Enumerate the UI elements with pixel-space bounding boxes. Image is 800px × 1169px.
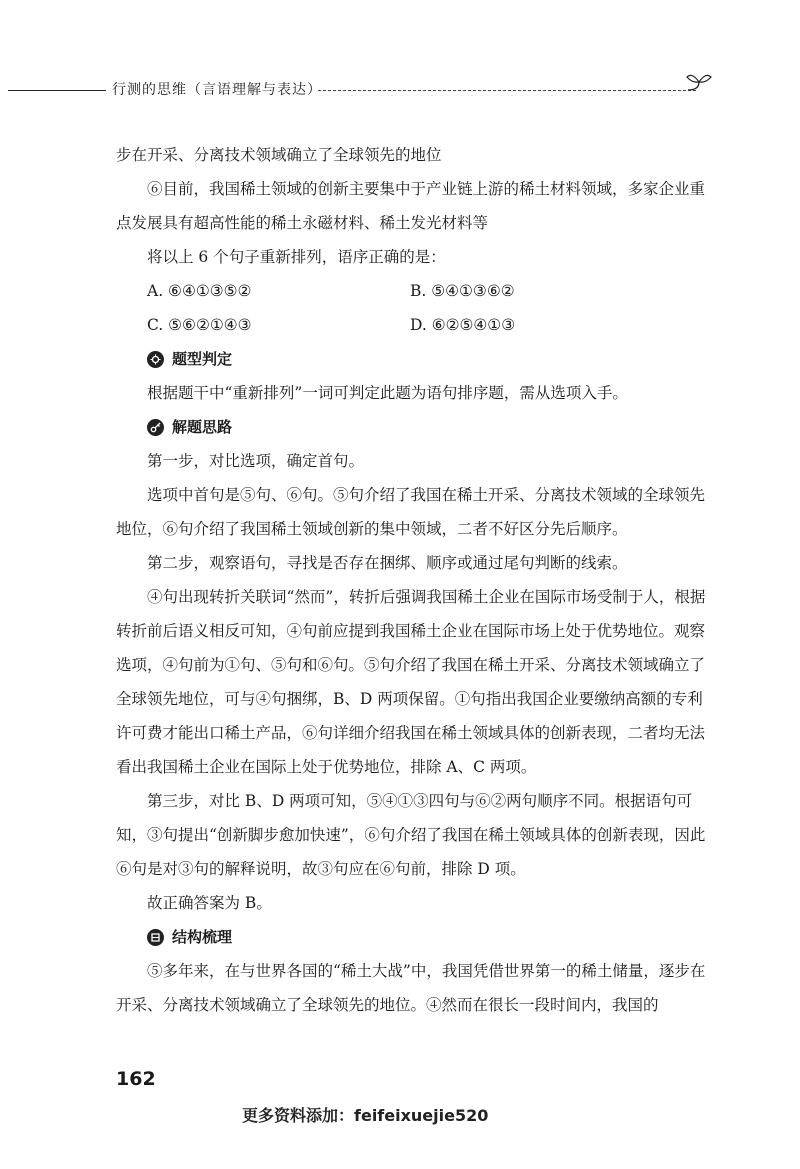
section-heading-structure [116, 920, 712, 954]
structure-text: ⑤多年来，在与世界各国的“稀土大战”中，我国凭借世界第一的稀土储量，逐步在开采、分离技术领域确立了全球领先的地位。④然而在很长一段时间内，我国的 [116, 962, 706, 1014]
structure-icon [147, 929, 164, 946]
section-title-structure: 结构梳理 [172, 928, 233, 946]
paragraph-continuation: 步在开采、分离技术领域确立了全球领先的地位 [116, 146, 442, 164]
sprout-icon [684, 68, 714, 98]
solution-paragraph: 第三步，对比 B、D 两项可知，⑤④①③四句与⑥②两句顺序不同。根据语句可知，③句提出“创新脚步愈加快速”，⑥句介绍了我国在稀土领域具体的创新表现，因此⑥句是对③句的解释说明，故③句应在⑥句前，排除 D 项。 [116, 792, 706, 878]
section-title-solution: 解题思路 [172, 418, 233, 436]
bulb-icon [147, 351, 164, 368]
solution-paragraph: 故正确答案为 B。 [147, 894, 272, 912]
header-rule-left [8, 90, 106, 91]
question-prompt: 将以上 6 个句子重新排列，语序正确的是： [147, 248, 446, 266]
option-b: B. ⑤④①③⑥② [410, 282, 515, 300]
key-icon [147, 419, 164, 436]
page-body [116, 138, 712, 1022]
option-d: D. ⑥②⑤④①③ [410, 316, 516, 334]
section-heading-solution [116, 410, 712, 444]
running-header [0, 68, 800, 108]
answer-options [116, 274, 712, 342]
header-rule-right [318, 90, 696, 91]
solution-paragraph: 第一步，对比选项，确定首句。 [147, 452, 365, 470]
option-c: C. ⑤⑥②①④③ [147, 316, 252, 334]
section-heading-type [116, 342, 712, 376]
watermark: 更多资料添加：feifeixuejie520 [242, 1106, 489, 1125]
option-a: A. ⑥④①③⑤② [147, 282, 252, 300]
page-number: 162 [116, 1068, 156, 1090]
sentence-6: ⑥目前，我国稀土领域的创新主要集中于产业链上游的稀土材料领域，多家企业重点发展具有超高性能的稀土永磁材料、稀土发光材料等 [116, 180, 706, 232]
solution-paragraph: 选项中首句是⑤句、⑥句。⑤句介绍了我国在稀土开采、分离技术领域的全球领先地位，⑥句介绍了我国稀土领域创新的集中领域，二者不好区分先后顺序。 [116, 486, 706, 538]
section-type-text: 根据题干中“重新排列”一词可判定此题为语句排序题，需从选项入手。 [147, 384, 628, 402]
section-title-type: 题型判定 [172, 350, 233, 368]
solution-paragraph: 第二步，观察语句，寻找是否存在捆绑、顺序或通过尾句判断的线索。 [147, 554, 628, 572]
solution-paragraph: ④句出现转折关联词“然而”，转折后强调我国稀土企业在国际市场受制于人，根据转折前后语义相反可知，④句前应提到我国稀土企业在国际市场上处于优势地位。观察选项，④句前为①句、⑤句和⑥句。⑤句介绍了我国在稀土开采、分离技术领域确立了全球领先地位，可与④句捆绑，B、D 两项保留。①句指出我国企业要缴纳高额的专利许可费才能出口稀土产品，⑥句详细介绍我国在稀土领域具体的创新表现，二者均无法看出我国稀土企业在国际上处于优势地位，排除 A、C 两项。 [116, 588, 706, 776]
header-title: 行测的思维（言语理解与表达） [112, 82, 322, 98]
